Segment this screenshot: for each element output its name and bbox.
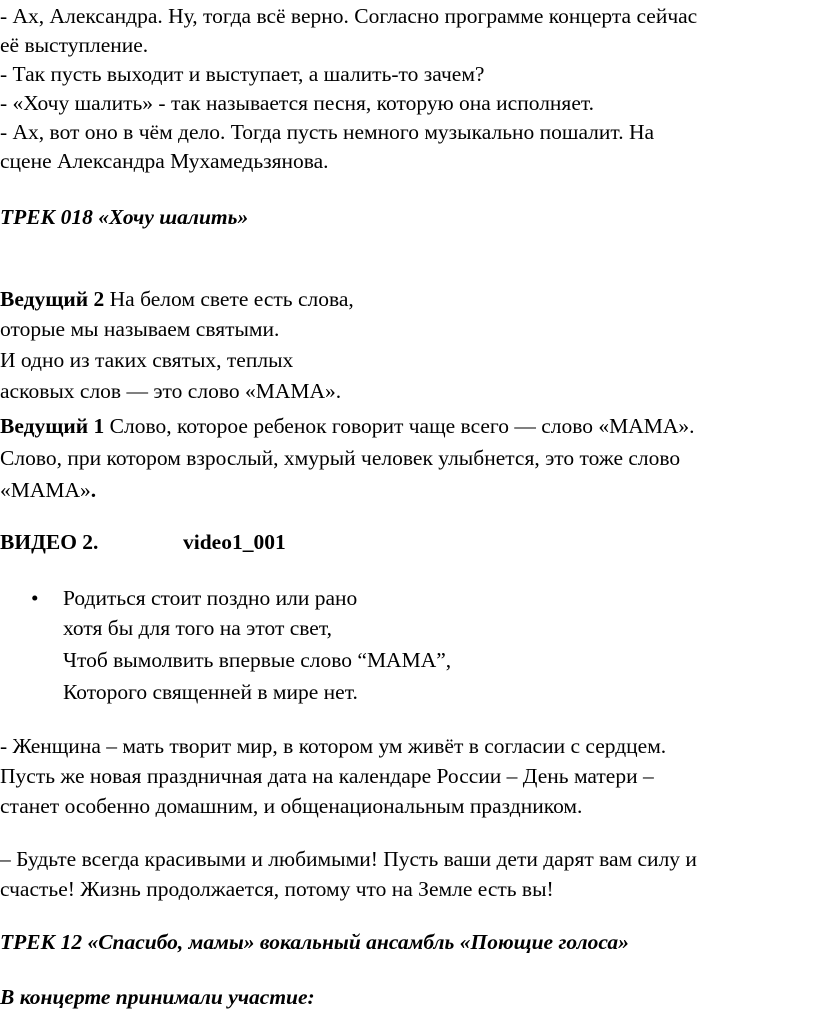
poem-bullet-line — [0, 584, 600, 613]
poem-line: Родиться стоит поздно или рано — [63, 586, 358, 610]
paragraph-line: - Женщина – мать творит мир, в котором ум живёт в согласии с сердцем. — [0, 734, 667, 758]
dialogue-line: - Так пусть выходит и выступает, а шалить-то зачем? — [0, 62, 485, 86]
bullet-icon: • — [31, 586, 39, 610]
host2-text: На белом свете есть слова, — [104, 287, 354, 311]
host2-line: асковых слов — это слово «МАМА». — [0, 379, 342, 403]
dialogue-line: - Ах, Александра. Ну, тогда всё верно. Согласно программе концерта сейчас — [0, 4, 698, 28]
track-heading: ТРЕК 018 «Хочу шалить» — [0, 205, 249, 229]
paragraph-line: Пусть же новая праздничная дата на календаре России – День матери – — [0, 764, 654, 788]
host1-line: Слово, при котором взрослый, хмурый человек улыбнется, это тоже слово — [0, 446, 681, 470]
host2-line: И одно из таких святых, теплых — [0, 348, 294, 372]
video-label: ВИДЕО 2. — [0, 530, 99, 554]
host1-text: «МАМА» — [0, 478, 91, 502]
track-heading: ТРЕК 12 «Спасибо, мамы» вокальный ансамбль «Поющие голоса» — [0, 930, 629, 954]
dialogue-line: - «Хочу шалить» - так называется песня, которую она исполняет. — [0, 91, 595, 115]
host2-line: оторые мы называем святыми. — [0, 317, 280, 341]
participants-heading: В концерте принимали участие: — [0, 985, 315, 1009]
dialogue-line: - Ах, вот оно в чём дело. Тогда пусть немного музыкально пошалит. На — [0, 120, 655, 144]
speaker-label: Ведущий 2 — [0, 287, 105, 311]
dialogue-line: её выступление. — [0, 33, 149, 57]
poem-line: Которого священней в мире нет. — [63, 680, 358, 704]
dialogue-line: сцене Александра Мухамедьзянова. — [0, 149, 329, 173]
paragraph-line: счастье! Жизнь продолжается, потому что на Земле есть вы! — [0, 877, 554, 901]
speaker-label: Ведущий 1 — [0, 414, 105, 438]
host2-line — [0, 285, 354, 314]
poem-line: Чтоб вымолвить впервые слово “МАМА”, — [63, 648, 452, 672]
paragraph-line: станет особенно домашним, и общенациональным праздником. — [0, 794, 583, 818]
video-line — [0, 528, 400, 557]
paragraph-line: – Будьте всегда красивыми и любимыми! Пусть ваши дети дарят вам силу и — [0, 847, 697, 871]
poem-line: хотя бы для того на этот свет, — [63, 616, 333, 640]
host1-line — [0, 476, 96, 505]
host1-period: . — [90, 478, 97, 502]
video-file: video1_001 — [183, 530, 286, 554]
host1-line — [0, 412, 695, 441]
host1-text: Слово, которое ребенок говорит чаще всего — слово «МАМА». — [104, 414, 695, 438]
